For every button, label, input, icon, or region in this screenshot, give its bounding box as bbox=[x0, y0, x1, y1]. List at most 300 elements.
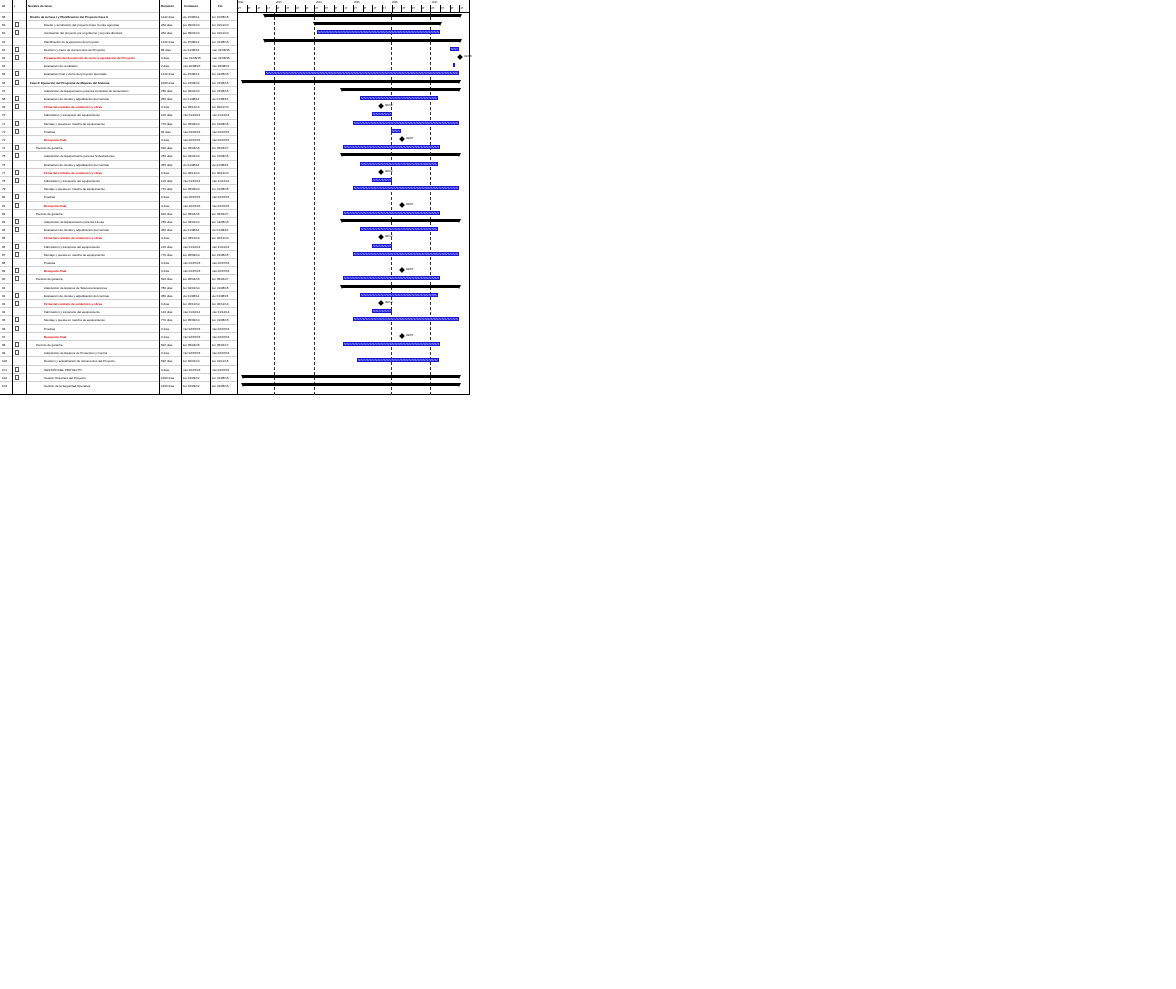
note-icon[interactable] bbox=[15, 317, 19, 322]
task-name: Recepción final bbox=[44, 269, 67, 274]
table-row[interactable] bbox=[0, 86, 237, 94]
task-duration: 0 días bbox=[161, 261, 170, 265]
task-bar[interactable] bbox=[343, 211, 440, 215]
row-id: 94 bbox=[2, 310, 6, 315]
task-name: Evaluación de resultados bbox=[44, 64, 78, 69]
task-duration: 0 días bbox=[161, 138, 170, 142]
task-bar[interactable] bbox=[372, 112, 392, 116]
row-id: 73 bbox=[2, 138, 6, 142]
note-icon[interactable] bbox=[15, 194, 19, 199]
timescale-quarter: 3T bbox=[440, 5, 451, 12]
task-finish: mié 31/12/14 bbox=[212, 310, 230, 315]
timescale-quarter: 4T bbox=[450, 5, 461, 12]
column-divider bbox=[26, 0, 27, 395]
task-name: Recepción final bbox=[44, 203, 67, 208]
task-bar[interactable] bbox=[360, 96, 438, 100]
task-start: mié 04/04/15 bbox=[183, 129, 201, 134]
task-duration: 780 días bbox=[161, 88, 173, 93]
task-name: Montaje y puesta en marcha de equipamiento bbox=[44, 318, 105, 323]
table-row[interactable] bbox=[0, 209, 237, 217]
task-start: mié 02/07/15 bbox=[183, 138, 201, 142]
table-row[interactable] bbox=[0, 373, 237, 381]
timescale-quarter: 1T bbox=[343, 5, 354, 12]
note-icon[interactable] bbox=[15, 301, 19, 306]
note-icon[interactable] bbox=[15, 96, 19, 101]
table-row[interactable] bbox=[0, 160, 237, 168]
summary-bar[interactable] bbox=[243, 383, 459, 386]
task-finish: mié 02/07/15 bbox=[212, 129, 230, 134]
task-bar[interactable] bbox=[453, 63, 455, 67]
note-icon[interactable] bbox=[15, 375, 19, 380]
row-id: 84 bbox=[2, 228, 6, 233]
column-header-id[interactable]: Id bbox=[2, 4, 5, 8]
timescale-quarter: 3T bbox=[247, 5, 258, 12]
milestone-diamond[interactable] bbox=[378, 169, 384, 175]
task-start: mié 02/07/15 bbox=[183, 367, 201, 372]
milestone-diamond[interactable] bbox=[378, 235, 384, 241]
task-finish: mar 31/08/15 bbox=[212, 47, 230, 52]
row-id: 69 bbox=[2, 105, 6, 110]
note-icon[interactable] bbox=[15, 350, 19, 355]
timescale-year: 2013 bbox=[276, 1, 282, 4]
row-id: 65 bbox=[2, 72, 6, 77]
task-duration: 780 días bbox=[161, 154, 173, 159]
task-start: mié 02/07/15 bbox=[183, 351, 201, 356]
task-duration: 120 días bbox=[161, 310, 173, 315]
task-duration: 0 días bbox=[161, 269, 170, 274]
task-bar[interactable] bbox=[353, 186, 459, 190]
timescale-quarter: 4T bbox=[256, 5, 267, 12]
table-row[interactable] bbox=[0, 151, 237, 159]
task-finish: lun 31/08/15 bbox=[212, 318, 229, 323]
task-start: lun 05/09/14 bbox=[183, 187, 200, 192]
table-row[interactable] bbox=[0, 283, 237, 291]
timescale-quarter: 2T bbox=[392, 5, 403, 12]
milestone-diamond[interactable] bbox=[399, 267, 405, 273]
milestone-label: 02/07 bbox=[406, 332, 414, 337]
row-id: 62 bbox=[2, 47, 6, 52]
timescale-quarter: 4T bbox=[411, 5, 422, 12]
milestone-diamond[interactable] bbox=[399, 136, 405, 142]
task-name: Evaluación de ofertas y adjudicación del contrato bbox=[44, 162, 110, 167]
row-id: 93 bbox=[2, 302, 6, 306]
task-finish: lun 05/04/17 bbox=[212, 277, 229, 282]
task-bar[interactable] bbox=[450, 47, 459, 51]
table-row[interactable] bbox=[0, 78, 237, 86]
task-duration: 260 días bbox=[161, 23, 173, 28]
task-bar[interactable] bbox=[360, 227, 438, 231]
task-name: Recepción final bbox=[44, 138, 67, 142]
task-bar[interactable] bbox=[343, 276, 440, 280]
note-icon[interactable] bbox=[15, 293, 19, 298]
table-row[interactable] bbox=[0, 168, 237, 176]
row-id: 100 bbox=[2, 359, 8, 364]
note-icon[interactable] bbox=[15, 80, 19, 85]
note-icon[interactable] bbox=[15, 104, 19, 109]
task-bar[interactable] bbox=[391, 129, 401, 133]
task-name: Preparación del documento de cierre y aprobación del Proyecto bbox=[44, 56, 136, 60]
milestone-diamond[interactable] bbox=[378, 300, 384, 306]
task-finish: mié 31/12/14 bbox=[212, 113, 230, 118]
task-duration: 520 días bbox=[161, 146, 173, 151]
task-finish: mié 02/07/15 bbox=[212, 334, 230, 339]
task-finish: mar 31/08/15 bbox=[212, 56, 230, 60]
table-row[interactable] bbox=[0, 291, 237, 299]
task-finish: lun 30/12/14 bbox=[212, 236, 229, 241]
table-row[interactable] bbox=[0, 242, 237, 250]
row-id: 70 bbox=[2, 113, 6, 118]
milestone-label: 02/07 bbox=[406, 267, 414, 272]
summary-bar[interactable] bbox=[342, 153, 459, 156]
table-row[interactable] bbox=[0, 102, 237, 110]
task-start: mié 02/07/15 bbox=[183, 261, 201, 265]
task-name: Evaluación final y cierre del proyecto ejecutado bbox=[44, 72, 107, 77]
task-start: vie 01/05/15 bbox=[183, 47, 200, 52]
note-icon[interactable] bbox=[15, 219, 19, 224]
task-name: Adquisición de Equipamiento para las Centrales de Generación bbox=[44, 88, 129, 93]
task-duration: 0 días bbox=[161, 170, 170, 175]
task-start: mié 02/07/15 bbox=[183, 334, 201, 339]
table-row[interactable] bbox=[0, 225, 237, 233]
task-bar[interactable] bbox=[360, 293, 438, 297]
table-row[interactable] bbox=[0, 37, 237, 45]
milestone-diamond[interactable] bbox=[399, 333, 405, 339]
note-icon[interactable] bbox=[15, 30, 19, 35]
task-finish: mié 31/12/14 bbox=[212, 179, 230, 183]
table-row[interactable] bbox=[0, 184, 237, 192]
table-row[interactable] bbox=[0, 119, 237, 127]
milestone-label: 30/12 bbox=[385, 234, 393, 239]
table-row[interactable] bbox=[0, 45, 237, 53]
row-id: 99 bbox=[2, 351, 6, 356]
note-icon[interactable] bbox=[15, 153, 19, 158]
table-row[interactable] bbox=[0, 324, 237, 332]
summary-bar[interactable] bbox=[342, 219, 459, 222]
task-name: Firma del contrato de suministro y obras bbox=[44, 105, 103, 110]
year-gridline bbox=[274, 12, 275, 395]
task-name: Montaje y puesta en marcha de equipamiento bbox=[44, 187, 105, 192]
table-row[interactable] bbox=[0, 356, 237, 364]
column-header-finish[interactable]: Fin bbox=[218, 4, 223, 8]
task-duration: 1342 días bbox=[161, 15, 175, 19]
task-bar[interactable] bbox=[372, 178, 392, 182]
table-row[interactable] bbox=[0, 61, 237, 69]
row-id: 75 bbox=[2, 154, 6, 159]
timescale-quarter: 3T bbox=[324, 5, 335, 12]
task-bar[interactable] bbox=[343, 342, 440, 346]
timescale-quarter: 1T bbox=[382, 5, 393, 12]
task-finish: lun 31/08/15 bbox=[212, 88, 229, 93]
timescale-year: 2014 bbox=[316, 1, 322, 4]
column-header-info[interactable]: i bbox=[14, 4, 15, 8]
task-finish: mié 02/07/15 bbox=[212, 351, 230, 356]
milestone-label: 02/07 bbox=[406, 136, 414, 140]
timescale-quarter: 4T bbox=[372, 5, 383, 12]
task-finish: lun 31/08/15 bbox=[212, 187, 229, 192]
timescale-quarter: 2T bbox=[314, 5, 325, 12]
task-duration: 0 días bbox=[161, 351, 170, 356]
task-finish: lun 31/08/15 bbox=[212, 252, 229, 257]
task-start: lun 30/12/14 bbox=[183, 170, 200, 175]
task-bar[interactable] bbox=[353, 121, 459, 125]
task-bar[interactable] bbox=[372, 244, 392, 248]
row-id: 63 bbox=[2, 56, 6, 60]
task-start: lun 16/06/12 bbox=[183, 375, 200, 380]
note-icon[interactable] bbox=[15, 342, 19, 347]
task-start: vie 15/06/12 bbox=[183, 72, 200, 77]
task-finish: lun 31/08/15 bbox=[212, 39, 229, 44]
table-row[interactable] bbox=[0, 266, 237, 274]
row-id: 101 bbox=[2, 367, 8, 372]
task-name: Fabricación y transporte del equipamiento bbox=[44, 244, 100, 249]
table-row[interactable] bbox=[0, 143, 237, 151]
task-bar[interactable] bbox=[317, 30, 440, 34]
summary-bar[interactable] bbox=[265, 14, 460, 17]
table-row[interactable] bbox=[0, 28, 237, 36]
summary-bar[interactable] bbox=[243, 80, 459, 83]
task-duration: 770 días bbox=[161, 318, 173, 323]
note-icon[interactable] bbox=[15, 71, 19, 76]
row-id: 81 bbox=[2, 203, 6, 208]
task-duration: 1000 días bbox=[161, 375, 175, 380]
task-finish: lun 05/04/17 bbox=[212, 211, 229, 216]
task-duration: 520 días bbox=[161, 277, 173, 282]
task-finish: lun 31/12/15 bbox=[212, 359, 229, 364]
timescale-quarter: 2T bbox=[237, 5, 248, 12]
note-icon[interactable] bbox=[15, 203, 19, 208]
timescale-quarter: 3T bbox=[401, 5, 412, 12]
milestone-label: 30/12 bbox=[385, 300, 393, 304]
task-bar[interactable] bbox=[353, 252, 459, 256]
table-row[interactable] bbox=[0, 315, 237, 323]
task-finish: lun 31/08/15 bbox=[212, 15, 229, 19]
task-bar[interactable] bbox=[265, 71, 459, 75]
column-header-duration[interactable]: Duración bbox=[161, 4, 175, 8]
task-finish: mié 02/07/15 bbox=[212, 138, 230, 142]
table-row[interactable] bbox=[0, 332, 237, 340]
row-id: 87 bbox=[2, 252, 6, 257]
task-name: Fase II: Ejecución del Programa de Mejoras del Sistema bbox=[30, 80, 110, 85]
note-icon[interactable] bbox=[15, 178, 19, 183]
row-id: 89 bbox=[2, 269, 6, 274]
task-start: lun 02/01/14 bbox=[183, 359, 200, 364]
column-divider bbox=[12, 0, 13, 395]
task-name: Evaluación de ofertas y adjudicación del contrato bbox=[44, 97, 110, 101]
task-bar[interactable] bbox=[372, 309, 392, 313]
note-icon[interactable] bbox=[15, 22, 19, 27]
task-name: Diseño y aprobación del proyecto Fase II entre agencias bbox=[44, 23, 120, 28]
note-icon[interactable] bbox=[15, 170, 19, 175]
table-row[interactable] bbox=[0, 258, 237, 266]
milestone-diamond[interactable] bbox=[378, 103, 384, 109]
table-row[interactable] bbox=[0, 217, 237, 225]
task-finish: lun 31/08/15 bbox=[212, 72, 229, 77]
task-duration: 350 días bbox=[161, 293, 173, 298]
task-duration: 0 días bbox=[161, 326, 170, 331]
row-id: 103 bbox=[2, 384, 8, 388]
task-name: Gestión financiera del Proyecto bbox=[44, 375, 86, 380]
task-name: Período de garantía bbox=[36, 211, 63, 216]
timescale-quarter: 4T bbox=[295, 5, 306, 12]
task-finish: lun 05/04/17 bbox=[212, 343, 229, 347]
task-duration: 780 días bbox=[161, 285, 173, 290]
note-icon[interactable] bbox=[15, 326, 19, 331]
task-start: lun 16/06/12 bbox=[183, 384, 200, 388]
task-start: vie 15/06/12 bbox=[183, 39, 200, 44]
note-icon[interactable] bbox=[15, 268, 19, 273]
task-duration: 120 días bbox=[161, 244, 173, 249]
task-duration: 520 días bbox=[161, 211, 173, 216]
task-start: jue 09/01/14 bbox=[183, 31, 200, 36]
note-icon[interactable] bbox=[15, 121, 19, 126]
gantt-sheet bbox=[0, 0, 470, 395]
note-icon[interactable] bbox=[15, 367, 19, 372]
year-gridline bbox=[314, 12, 315, 395]
table-row[interactable] bbox=[0, 201, 237, 209]
table-row[interactable] bbox=[0, 176, 237, 184]
task-finish: mié 02/07/15 bbox=[212, 203, 230, 208]
task-start: lun 05/09/14 bbox=[183, 252, 200, 257]
column-header-name[interactable]: Nombre de tarea bbox=[28, 4, 52, 8]
table-row[interactable] bbox=[0, 94, 237, 102]
note-icon[interactable] bbox=[15, 129, 19, 134]
task-bar[interactable] bbox=[360, 162, 438, 166]
row-id: 58 bbox=[2, 15, 6, 19]
table-row[interactable] bbox=[0, 299, 237, 307]
task-finish: vie 01/08/15 bbox=[212, 162, 229, 167]
task-start: mié 02/07/15 bbox=[183, 195, 201, 200]
task-duration: 0 días bbox=[161, 195, 170, 200]
task-start: mar 31/08/15 bbox=[183, 56, 201, 60]
row-id: 66 bbox=[2, 80, 6, 85]
table-row[interactable] bbox=[0, 340, 237, 348]
task-bar[interactable] bbox=[343, 145, 440, 149]
timescale-quarter: 1T bbox=[421, 5, 432, 12]
table-row[interactable] bbox=[0, 381, 237, 389]
task-bar[interactable] bbox=[353, 317, 459, 321]
task-start: vie 15/06/12 bbox=[183, 15, 200, 19]
table-row[interactable] bbox=[0, 365, 237, 373]
task-name: Fabricación y transporte del equipamiento bbox=[44, 310, 100, 315]
summary-bar[interactable] bbox=[342, 88, 459, 91]
year-gridline bbox=[391, 12, 392, 395]
timescale-quarter: 2T bbox=[276, 5, 287, 12]
column-header-start[interactable]: Comienzo bbox=[184, 4, 199, 8]
task-finish: mié 02/07/15 bbox=[212, 261, 230, 265]
table-row[interactable] bbox=[0, 20, 237, 28]
row-id: 95 bbox=[2, 318, 6, 323]
task-duration: 530 días bbox=[161, 359, 173, 364]
task-name: Fabricación y transporte del equipamiento bbox=[44, 179, 100, 183]
gantt-chart bbox=[237, 12, 472, 395]
task-start: mié 01/10/14 bbox=[183, 179, 201, 183]
task-finish: lun 31/12/14 bbox=[212, 31, 229, 36]
task-name: Pruebas bbox=[44, 326, 56, 331]
task-start: vie 01/08/14 bbox=[183, 97, 200, 101]
task-duration: 1342 días bbox=[161, 72, 175, 77]
task-bar[interactable] bbox=[357, 358, 439, 362]
task-name: Pruebas bbox=[44, 195, 56, 200]
table-row[interactable] bbox=[0, 233, 237, 241]
row-id: 98 bbox=[2, 343, 6, 347]
task-name: Montaje y puesta en marcha de equipamiento bbox=[44, 252, 105, 257]
table-row[interactable] bbox=[0, 127, 237, 135]
task-start: mié 01/10/14 bbox=[183, 310, 201, 315]
task-finish: lun 31/12/14 bbox=[212, 23, 229, 28]
note-icon[interactable] bbox=[15, 55, 19, 60]
table-row[interactable] bbox=[0, 274, 237, 282]
table-row[interactable] bbox=[0, 192, 237, 200]
table-row[interactable] bbox=[0, 135, 237, 143]
column-divider bbox=[159, 0, 160, 395]
task-start: mié 01/10/14 bbox=[183, 244, 201, 249]
timescale-quarter: 1T bbox=[459, 5, 470, 12]
table-row[interactable] bbox=[0, 69, 237, 77]
note-icon[interactable] bbox=[15, 276, 19, 281]
note-icon[interactable] bbox=[15, 227, 19, 232]
note-icon[interactable] bbox=[15, 47, 19, 52]
task-finish: lun 31/08/15 bbox=[212, 285, 229, 290]
task-start: lun 05/09/14 bbox=[183, 318, 200, 323]
task-duration: 1000 días bbox=[161, 80, 175, 85]
table-row[interactable] bbox=[0, 348, 237, 356]
table-row[interactable] bbox=[0, 12, 237, 20]
task-finish: lun 30/12/14 bbox=[212, 302, 229, 306]
task-name: Período de garantía bbox=[36, 146, 63, 151]
task-start: mié 01/10/14 bbox=[183, 113, 201, 118]
task-start: lun 05/04/15 bbox=[183, 146, 200, 151]
task-start: mié 02/07/15 bbox=[183, 269, 201, 274]
task-start: jue 09/01/14 bbox=[183, 23, 200, 28]
task-start: lun 05/04/15 bbox=[183, 211, 200, 216]
task-finish: lun 30/12/14 bbox=[212, 170, 229, 175]
milestone-diamond[interactable] bbox=[457, 54, 463, 60]
task-finish: vie 01/08/15 bbox=[212, 293, 229, 298]
task-start: lun 02/01/14 bbox=[183, 220, 200, 224]
note-icon[interactable] bbox=[15, 244, 19, 249]
table-row[interactable] bbox=[0, 53, 237, 61]
summary-bar[interactable] bbox=[342, 285, 459, 288]
task-finish: mié 28/08/15 bbox=[212, 64, 230, 69]
task-name: Evaluación de ofertas y adjudicación del contrato bbox=[44, 228, 110, 233]
task-start: vie 01/08/14 bbox=[183, 162, 200, 167]
note-icon[interactable] bbox=[15, 252, 19, 257]
task-finish: lun 05/04/17 bbox=[212, 146, 229, 151]
task-start: lun 16/06/12 bbox=[183, 80, 200, 85]
task-duration: 0 días bbox=[161, 56, 170, 60]
table-row[interactable] bbox=[0, 250, 237, 258]
row-id: 79 bbox=[2, 187, 6, 192]
note-icon[interactable] bbox=[15, 145, 19, 150]
task-duration: 1000 días bbox=[161, 384, 175, 388]
table-row[interactable] bbox=[0, 307, 237, 315]
task-duration: 120 días bbox=[161, 113, 173, 118]
task-start: lun 05/04/15 bbox=[183, 277, 200, 282]
task-start: mié 26/08/15 bbox=[183, 64, 201, 69]
row-id: 64 bbox=[2, 64, 6, 69]
task-finish: lun 31/08/15 bbox=[212, 80, 229, 85]
table-row[interactable] bbox=[0, 110, 237, 118]
milestone-diamond[interactable] bbox=[399, 202, 405, 208]
summary-bar[interactable] bbox=[265, 39, 460, 42]
summary-bar[interactable] bbox=[315, 22, 440, 25]
row-id: 92 bbox=[2, 293, 6, 298]
task-start: mié 02/07/15 bbox=[183, 203, 201, 208]
task-finish: mié 02/07/15 bbox=[212, 326, 230, 331]
summary-bar[interactable] bbox=[243, 375, 459, 378]
column-divider bbox=[210, 0, 211, 395]
task-name: Revisión y cierre de documentos del Proyecto bbox=[44, 47, 106, 52]
